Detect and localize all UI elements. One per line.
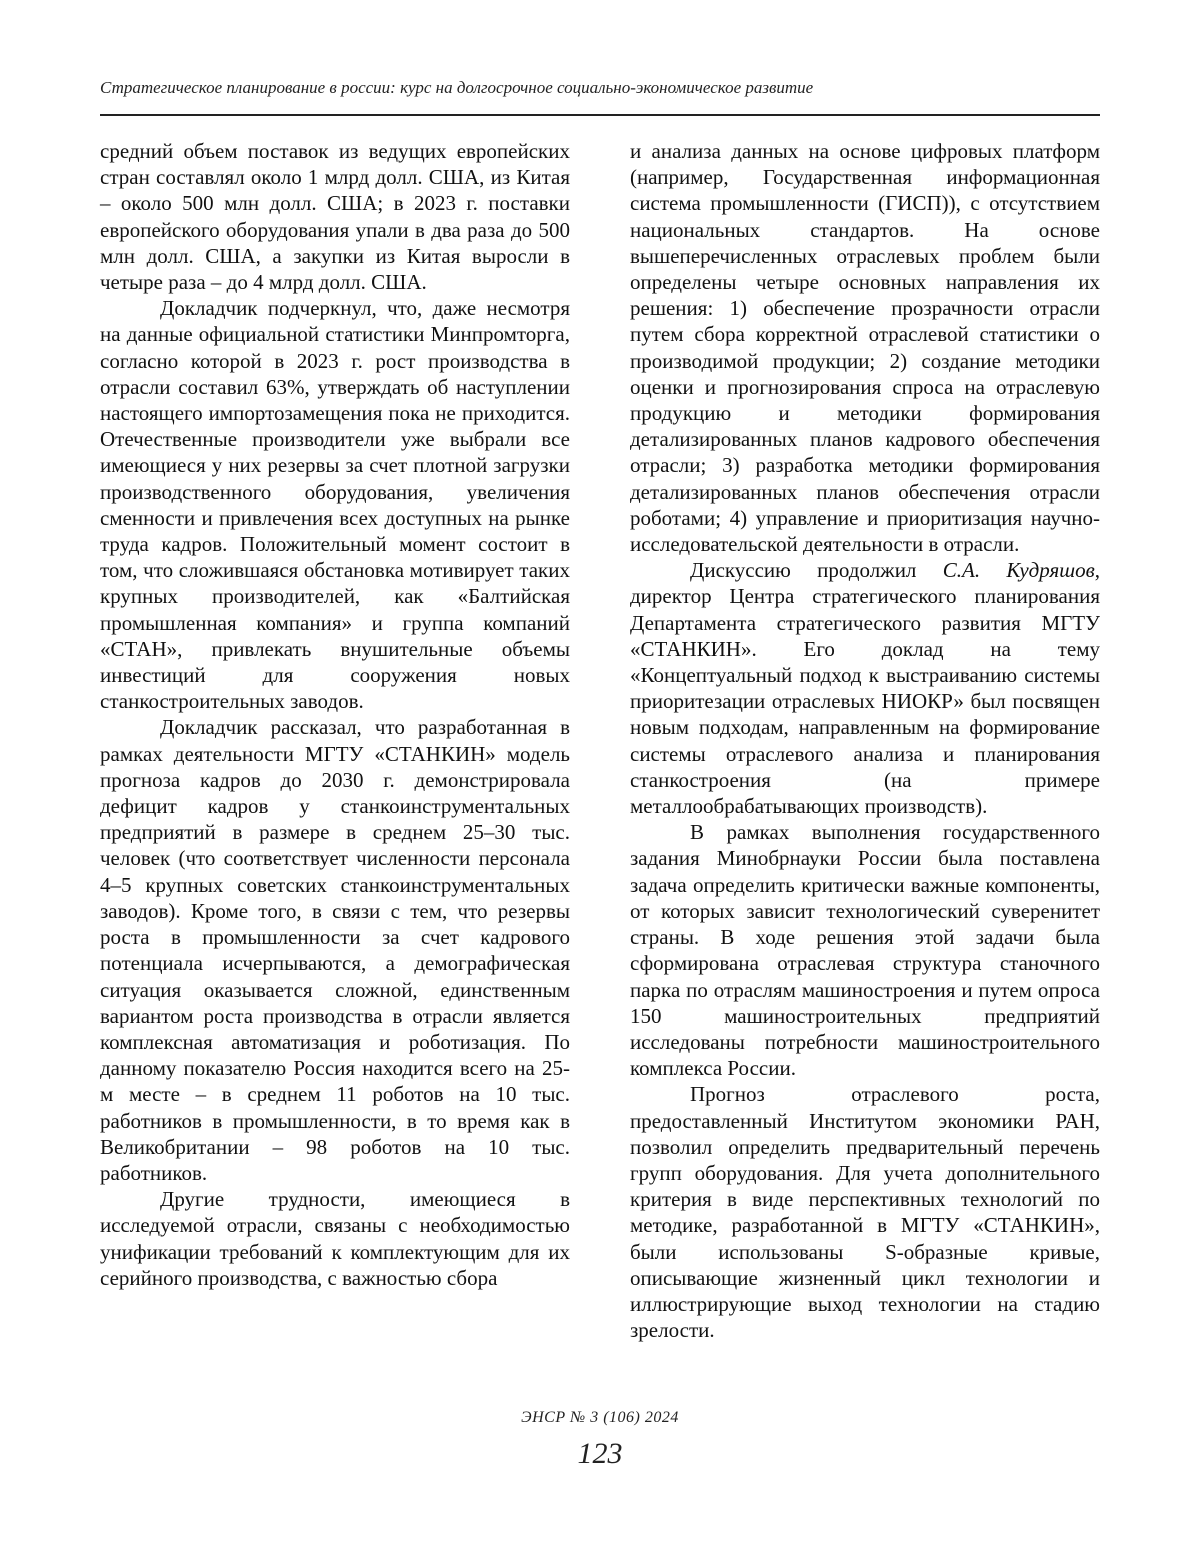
speaker-name: С.А. Кудряшов	[942, 558, 1095, 583]
right-column	[630, 138, 1100, 1343]
paragraph-text: Дискуссию продолжил	[690, 558, 943, 583]
paragraph: В рамках выполнения государственного задания Минобрнауки России была поставлена задача определить критически важные компоненты, от которых зависит технологический суверенитет страны. В ходе решения этой задачи была сформирована отраслевая структура станочного парка по отраслям машиностроения и путем опроса 150 машиностроительных предприятий исследованы потребности машиностроительного комплекса России.	[630, 820, 1100, 1081]
paragraph: Докладчик рассказал, что разработанная в рамках деятельности МГТУ «СТАНКИН» модель прогноза кадров до 2030 г. демонстрировала дефицит кадров у станкоинструментальных предприятий в размере в среднем 25–30 тыс. человек (что соответствует численности персонала 4–5 крупных советских станкоинструментальных заводов). Кроме того, в связи с тем, что резервы роста в промышленности за счет кадрового потенциала исчерпываются, а демографическая ситуация оказывается сложной, единственным вариантом роста производства в отрасли является комплексная автоматизация и роботизация. По данному показателю Россия находится всего на 25-м месте – в среднем 11 роботов на 10 тыс. работников в промышленности, в то время как в Великобритании – 98 роботов на 10 тыс. работников.	[100, 715, 570, 1185]
paragraph	[630, 557, 1100, 819]
paragraph: Прогноз отраслевого роста, предоставленный Институтом экономики РАН, позволил определить предварительный перечень групп оборудования. Для учета дополнительного критерия в виде перспективных технологий по методике, разработанной в МГТУ «СТАНКИН», были использованы S-образные кривые, описывающие жизненный цикл технологии и иллюстрирующие выход технологии на стадию зрелости.	[630, 1082, 1100, 1343]
page-number: 123	[577, 1437, 623, 1470]
paragraph: и анализа данных на основе цифровых платформ (например, Государственная информационная система промышленности (ГИСП)), с отсутствием национальных стандартов. На основе вышеперечисленных отраслевых проблем были определены четыре основных направления их решения: 1) обеспечение прозрачности отрасли путем сбора корректной отраслевой статистики о производимой продукции; 2) создание методики оценки и прогнозирования спроса на отраслевую продукцию и методики формирования детализированных планов кадрового обеспечения отрасли; 3) разработка методики формирования детализированных планов обеспечения отрасли роботами; 4) управление и приоритизация научно-исследовательской деятельности в отрасли.	[630, 139, 1100, 557]
journal-issue: ЭНСР № 3 (106) 2024	[521, 1409, 679, 1426]
header-rule	[100, 114, 1100, 116]
paragraph: Докладчик подчеркнул, что, даже несмотря на данные официальной статистики Минпромторга, согласно которой в 2023 г. рост производства в отрасли составил 63%, утверждать об наступлении настоящего импортозамещения пока не приходится. Отечественные производители уже выбрали все имеющиеся у них резервы за счет плотной загрузки производственного оборудования, увеличения сменности и привлечения всех доступных на рынке труда кадров. Положительный момент состоит в том, что сложившаяся обстановка мотивирует таких крупных производителей, как «Балтийская промышленная компания» и группа компаний «СТАН», привлекать внушительные объемы инвестиций для сооружения новых станкостроительных заводов.	[100, 296, 570, 714]
left-column	[100, 138, 570, 1291]
paragraph-text: , директор Центра стратегического планирования Департамента стратегического развития МГТУ «СТАНКИН». Его доклад на тему «Концептуальный подход к выстраиванию системы приоритезации отраслевых НИОКР» был посвящен новым подходам, направленным на формирование системы отраслевого анализа и планирования станкостроения (на примере металлообрабатывающих производств).	[630, 558, 1101, 819]
running-title: Стратегическое планирование в россии: курс на долгосрочное социально-экономическое развитие	[100, 78, 814, 97]
paragraph: Другие трудности, имеющиеся в исследуемой отрасли, связаны с необходимостью унификации требований к комплектующим для их серийного производства, с важностью сбора	[100, 1187, 570, 1290]
paragraph: средний объем поставок из ведущих европейских стран составлял около 1 млрд долл. США, из Китая – около 500 млн долл. США; в 2023 г. поставки европейского оборудования упали в два раза до 500 млн долл. США, а закупки из Китая выросли в четыре раза – до 4 млрд долл. США.	[100, 139, 570, 295]
